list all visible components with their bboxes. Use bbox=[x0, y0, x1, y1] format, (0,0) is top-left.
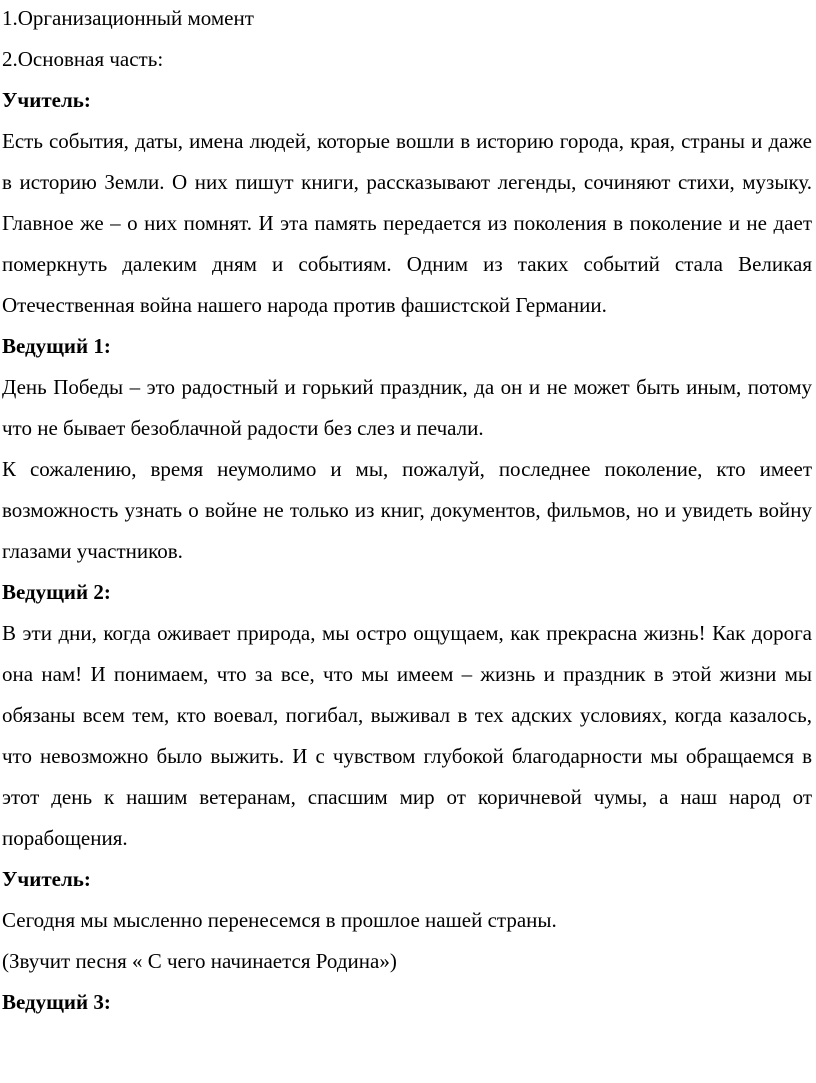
paragraph-teacher-intro: Есть события, даты, имена людей, которые вошли в историю города, края, страны и даже в историю Земли. О них пишут книги, рассказывают легенды, сочиняют стихи, музыку. Главное же – о них помнят. И эта память передается из поколения в поколение и не дает померкнуть далеким дням и событиям. Одним из таких событий стала Великая Отечественная война нашего народа против фашистской Германии. bbox=[2, 129, 812, 317]
paragraph-teacher-2: Сегодня мы мысленно перенесемся в прошлое нашей страны. bbox=[2, 908, 557, 932]
speaker-heading-host-3: Ведущий 3: bbox=[2, 990, 111, 1014]
paragraph-host-1-a: День Победы – это радостный и горький праздник, да он и не может быть иным, потому что не бывает безоблачной радости без слез и печали. bbox=[2, 375, 812, 440]
section-2-title: 2.Основная часть: bbox=[2, 47, 164, 71]
speaker-heading-host-2: Ведущий 2: bbox=[2, 580, 111, 604]
speaker-heading-teacher: Учитель: bbox=[2, 88, 91, 112]
section-1-title: 1.Организационный момент bbox=[2, 6, 254, 30]
song-note: (Звучит песня « С чего начинается Родина») bbox=[2, 949, 397, 973]
paragraph-host-2: В эти дни, когда оживает природа, мы остро ощущаем, как прекрасна жизнь! Как дорога она нам! И понимаем, что за все, что мы имеем – жизнь и праздник в этой жизни мы обязаны всем тем, кто воевал, погибал, выживал в тех адских условиях, когда казалось, что невозможно было выжить. И с чувством глубокой благодарности мы обращаемся в этот день к нашим ветеранам, спасшим мир от коричневой чумы, а наш народ от порабощения. bbox=[2, 621, 812, 850]
speaker-heading-host-1: Ведущий 1: bbox=[2, 334, 111, 358]
paragraph-host-1-b: К сожалению, время неумолимо и мы, пожалуй, последнее поколение, кто имеет возможность узнать о войне не только из книг, документов, фильмов, но и увидеть войну глазами участников. bbox=[2, 457, 812, 563]
speaker-heading-teacher-2: Учитель: bbox=[2, 867, 91, 891]
